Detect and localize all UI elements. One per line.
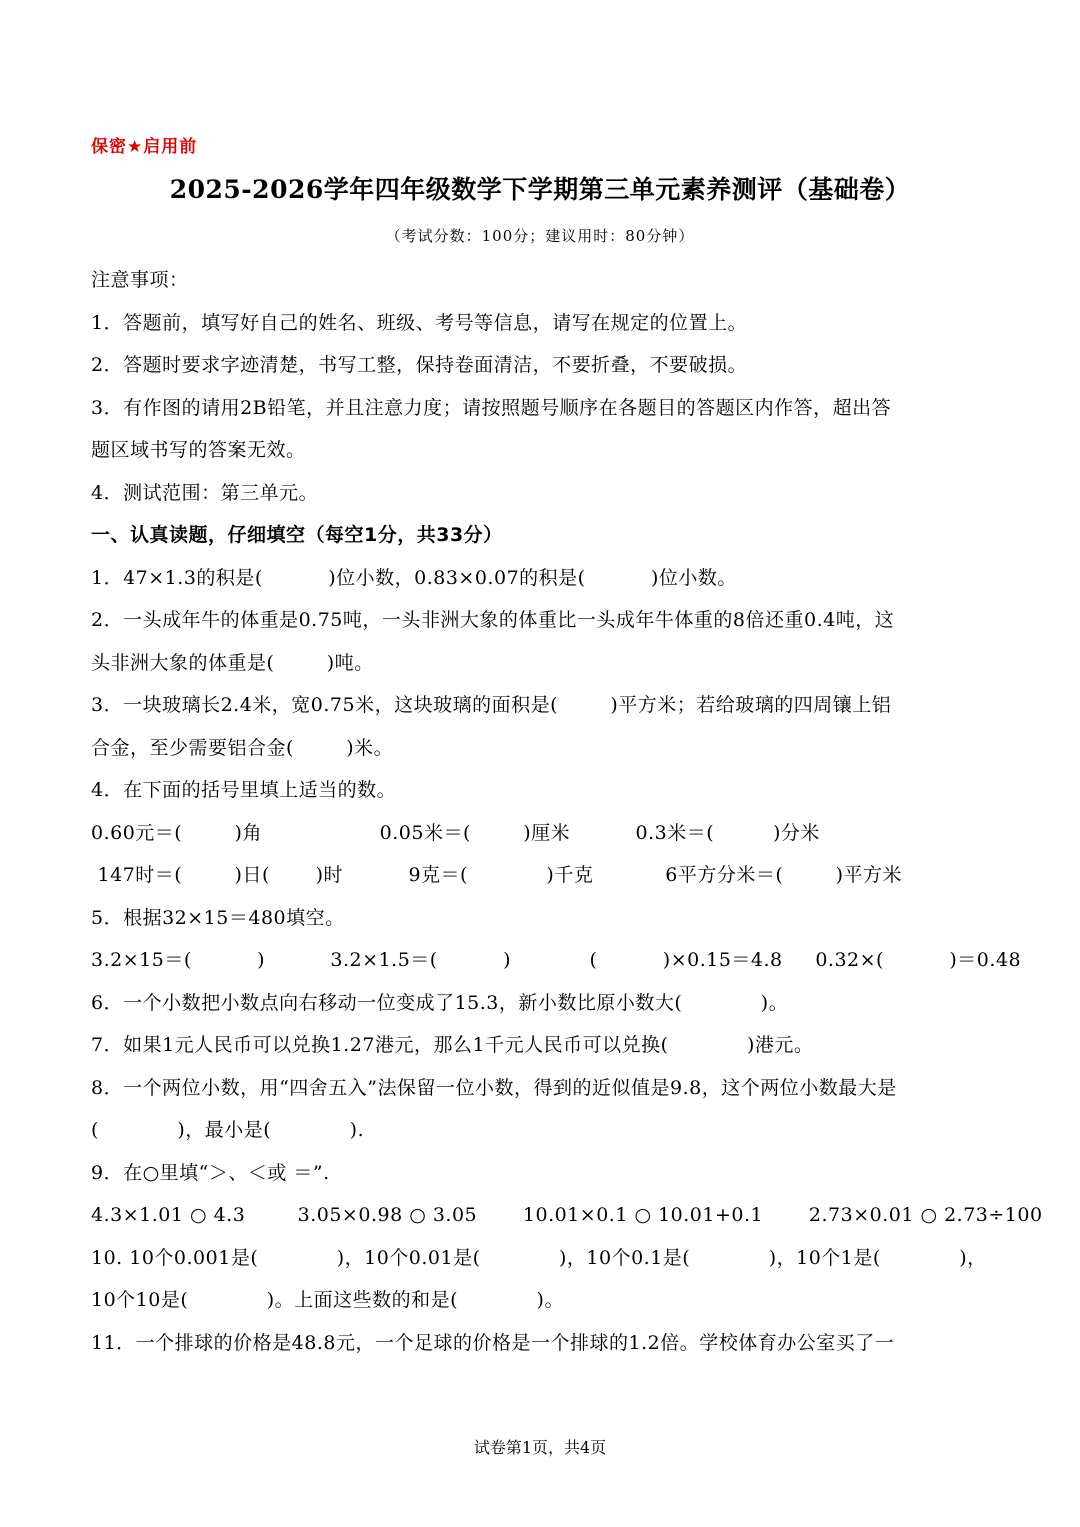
question-1: 1．47×1.3的积是( )位小数，0.83×0.07的积是( )位小数。 [91, 567, 737, 589]
page-subtitle: （考试分数：100分；建议用时：80分钟） [385, 227, 695, 245]
question-5-row: 3.2×15＝( ) 3.2×1.5＝( ) ( )×0.15＝4.8 0.32×( )＝0.48 [91, 949, 1022, 971]
notice-item-2: 2．答题时要求字迹清楚，书写工整，保持卷面清洁，不要折叠，不要破损。 [91, 354, 748, 376]
question-8-cont: ( )，最小是( ). [91, 1119, 365, 1141]
question-8: 8．一个两位小数，用“四舍五入”法保留一位小数，得到的近似值是9.8，这个两位小数最大是 [91, 1077, 897, 1099]
question-6: 6．一个小数把小数点向右移动一位变成了15.3，新小数比原小数大( )。 [91, 992, 789, 1014]
question-2-cont: 头非洲大象的体重是( )吨。 [91, 652, 374, 674]
notice-heading: 注意事项： [91, 269, 189, 291]
question-5: 5．根据32×15＝480填空。 [91, 907, 345, 929]
question-4: 4．在下面的括号里填上适当的数。 [91, 779, 397, 801]
section-heading: 一、认真读题，仔细填空（每空1分，共33分） [91, 524, 503, 546]
confidential-mark: 保密★启用前 [91, 137, 198, 157]
question-7: 7．如果1元人民币可以兑换1.27港元，那么1千元人民币可以兑换( )港元。 [91, 1034, 814, 1056]
question-2: 2．一头成年牛的体重是0.75吨，一头非洲大象的体重比一头成年牛体重的8倍还重0.4吨，这 [91, 609, 895, 631]
question-9: 9．在○里填“＞、＜或 ＝”. [91, 1162, 330, 1184]
question-3: 3．一块玻璃长2.4米，宽0.75米，这块玻璃的面积是( )平方米；若给玻璃的四周镶上铝 [91, 694, 892, 716]
notice-item-3: 3．有作图的请用2B铅笔，并且注意力度；请按照题号顺序在各题目的答题区内作答，超出答 [91, 397, 892, 419]
notice-item-1: 1．答题前，填写好自己的姓名、班级、考号等信息，请写在规定的位置上。 [91, 312, 748, 334]
notice-item-3-cont: 题区域书写的答案无效。 [91, 439, 306, 461]
page-footer: 试卷第1页，共4页 [473, 1438, 607, 1457]
page-title: 2025-2026学年四年级数学下学期第三单元素养测评（基础卷） [169, 175, 911, 204]
question-4-row-2: 147时＝( )日( )时 9克＝( )千克 6平方分米＝( )平方米 [91, 864, 902, 886]
question-3-cont: 合金，至少需要铝合金( )米。 [91, 737, 394, 759]
question-9-row: 4.3×1.01 ○ 4.3 3.05×0.98 ○ 3.05 10.01×0.1 ○ 10.01+0.1 2.73×0.01 ○ 2.73÷100 [91, 1204, 1043, 1226]
question-10: 10. 10个0.001是( )，10个0.01是( )，10个0.1是( )，10个1是( )， [91, 1247, 987, 1269]
question-10-cont: 10个10是( )。上面这些数的和是( )。 [91, 1289, 564, 1311]
question-4-row-1: 0.60元＝( )角 0.05米＝( )厘米 0.3米＝( )分米 [91, 822, 820, 844]
notice-item-4: 4．测试范围：第三单元。 [91, 482, 319, 504]
question-11: 11．一个排球的价格是48.8元，一个足球的价格是一个排球的1.2倍。学校体育办公室买了一 [91, 1332, 895, 1354]
